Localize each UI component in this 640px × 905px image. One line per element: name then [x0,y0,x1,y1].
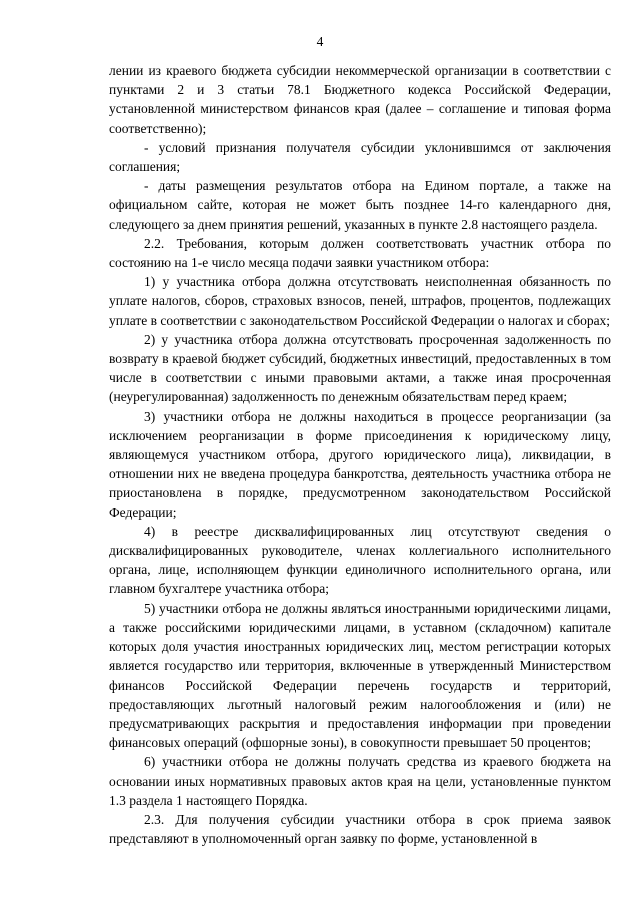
paragraph-continuation: лении из краевого бюджета субсидии некоммерческой организации в соответствии с пунктами 2 и 3 статьи 78.1 Бюджетного кодекса Российской Федерации, установленной министерством финансов края (далее – соглашение и типовая форма соответственно); [109,63,611,136]
paragraph-requirement-1: 1) у участника отбора должна отсутствовать неисполненная обязанность по уплате налогов, сборов, страховых взносов, пеней, штрафов, процентов, подлежащих уплате в соответствии с законодательством Российской Федерации о налогах и сборах; [109,274,611,328]
paragraph-requirement-3: 3) участники отбора не должны находиться в процессе реорганизации (за исключением реорганизации в форме присоединения к юридическому лицу, являющемуся участником отбора, другого юридического лица), ликвидации, в отношении них не введена процедура банкротства, деятельность участника отбора не приостановлена в порядке, предусмотренном законодательством Российской Федерации; [109,408,611,520]
paragraph-requirement-4: 4) в реестре дисквалифицированных лиц отсутствуют сведения о дисквалифицированных руководителе, членах коллегиального исполнительного органа, лице, исполняющем функции единоличного исполнительного органа, или главном бухгалтере участника отбора; [109,523,611,597]
paragraph-uklonenie: - условий признания получателя субсидии уклонившимся от заключения соглашения; [109,139,611,175]
page-number: 4 [316,34,324,49]
paragraph-section-2-2: 2.2. Требования, которым должен соответствовать участник отбора по состоянию на 1-е число месяца подачи заявки участником отбора: [109,235,611,271]
paragraph-requirement-6: 6) участники отбора не должны получать средства из краевого бюджета на основании иных нормативных правовых актов края на цели, установленные пунктом 1.3 раздела 1 настоящего Порядка. [109,754,611,808]
paragraph-daty-razmeshcheniya: - даты размещения результатов отбора на Едином портале, а также на официальном сайте, которая не может быть позднее 14-го календарного дня, следующего за днем принятия решений, указанных в пункте 2.8 настоящего раздела. [109,178,611,232]
paragraph-requirement-2: 2) у участника отбора должна отсутствовать просроченная задолженность по возврату в краевой бюджет субсидий, бюджетных инвестиций, предоставленных в том числе в соответствии с иными правовыми актами, а также иная просроченная (неурегулированная) задолженность по денежным обязательствам перед краем; [109,331,611,405]
paragraph-section-2-3: 2.3. Для получения субсидии участники отбора в срок приема заявок представляют в уполномоченный орган заявку по форме, установленной в [109,811,611,847]
document-body [109,61,611,848]
paragraph-requirement-5: 5) участники отбора не должны являться иностранными юридическими лицами, а также российскими юридическими лицами, в уставном (складочном) капитале которых доля участия иностранных юридических лиц, местом регистрации которых является государство или территория, включенные в утвержденный Министерством финансов Российской Федерации перечень государств и территорий, предоставляющих льготный налоговый режим налогообложения и (или) не предусматривающих раскрытия и предоставления информации при проведении финансовых операций (офшорные зоны), в совокупности превышает 50 процентов; [109,600,611,751]
